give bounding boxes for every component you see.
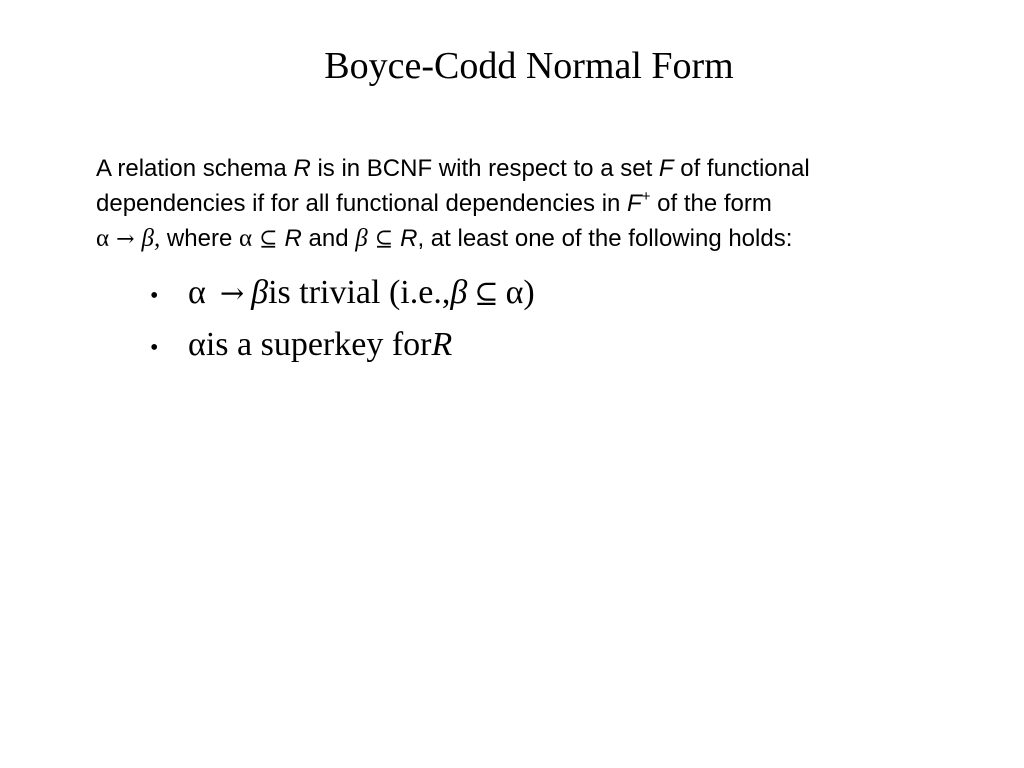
definition-text: A relation schema <box>96 155 294 182</box>
condition-list <box>150 274 535 378</box>
slide-title: Boyce-Codd Normal Form <box>324 45 734 87</box>
relation-symbol: R <box>400 225 418 252</box>
definition-line-1 <box>96 151 976 186</box>
alpha-symbol: α <box>238 225 253 252</box>
definition-text: of the form <box>650 190 772 217</box>
bullet-text: ) <box>523 274 535 311</box>
bullet-text: is a superkey for <box>205 326 432 363</box>
closure-symbol: F <box>627 190 642 217</box>
arrow-symbol: → <box>116 227 135 252</box>
beta-symbol: β <box>355 225 368 252</box>
subseteq-symbol: ⊆ <box>474 276 499 310</box>
subseteq-symbol: ⊆ <box>374 227 394 252</box>
beta-symbol: β <box>251 274 269 311</box>
bullet-text: is trivial (i.e., <box>268 274 451 311</box>
beta-symbol: β, <box>141 225 161 252</box>
definition-text: , at least one of the following holds: <box>417 225 793 252</box>
beta-symbol: β <box>450 274 468 311</box>
definition-text: where <box>160 225 239 252</box>
definition-text: is in BCNF with respect to a set <box>310 155 659 182</box>
closure-plus: + <box>641 188 651 205</box>
relation-symbol: R <box>431 326 453 363</box>
list-item <box>150 274 535 326</box>
bcnf-definition <box>96 151 976 257</box>
definition-text: of functional <box>673 155 810 182</box>
definition-text: dependencies if for all functional dependencies in <box>96 190 628 217</box>
fd-set-symbol: F <box>658 155 674 182</box>
alpha-symbol: α <box>96 225 110 252</box>
list-item <box>150 326 535 378</box>
alpha-symbol: α <box>505 274 524 311</box>
arrow-symbol: → <box>219 276 245 310</box>
subseteq-symbol: ⊆ <box>259 227 278 252</box>
alpha-symbol: α <box>188 326 206 363</box>
definition-line-2 <box>96 186 976 221</box>
alpha-symbol: α <box>188 274 206 311</box>
definition-line-3 <box>96 221 976 257</box>
bullet-icon: • <box>150 283 159 309</box>
bullet-icon: • <box>150 335 159 361</box>
relation-symbol: R <box>293 155 311 182</box>
relation-symbol: R <box>284 225 302 252</box>
definition-text: and <box>301 225 356 252</box>
